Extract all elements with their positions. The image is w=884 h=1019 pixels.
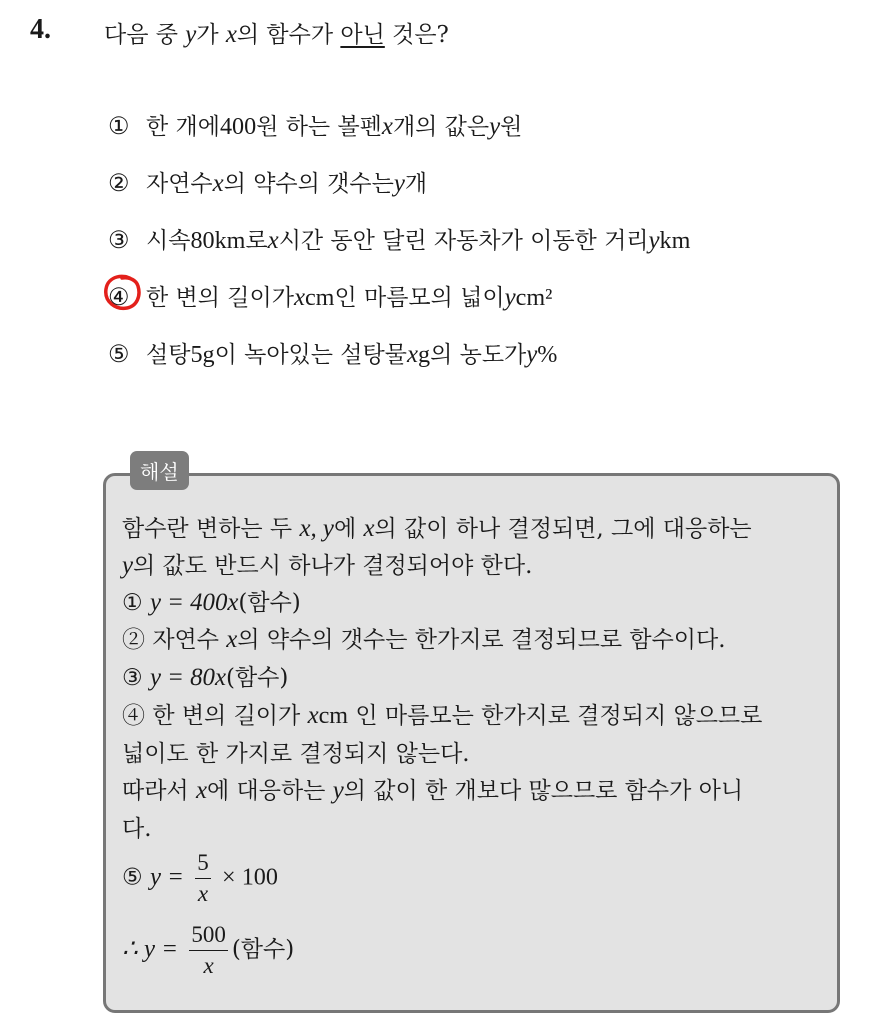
choice-number: ② bbox=[108, 169, 130, 197]
explanation-line-2: y의 값도 반드시 하나가 결정되어야 한다. bbox=[122, 552, 533, 579]
explanation-line-9: 다. bbox=[122, 816, 152, 842]
choice-2[interactable]: ② 자연수 x 의 약수의 갯수는 y 개 bbox=[108, 169, 428, 197]
explanation-line-4: ② 자연수 x의 약수의 갯수는 한가지로 결정되므로 함수이다. bbox=[122, 626, 726, 653]
choice-5[interactable]: ⑤ 설탕 5 g 이 녹아있는 설탕물 x g 의 농도가 y % bbox=[108, 340, 558, 368]
fraction-500-over-x: $\frac{500}{x}$ bbox=[191, 922, 226, 978]
fraction-5-over-x: $\frac{5}{x}$ bbox=[197, 850, 209, 906]
choice-number: ③ bbox=[108, 226, 130, 254]
explanation-line-7: 넓이도 한 가지로 결정되지 않는다. bbox=[122, 741, 470, 767]
explanation-line-8: 따라서 x에 대응하는 y의 값이 한 개보다 많으므로 함수가 아니 bbox=[122, 777, 744, 804]
explanation-line-10: ⑤ y = $\frac{5}{x}$ × 100 bbox=[122, 850, 278, 906]
choice-1[interactable]: ① 한 개에 400 원 하는 볼펜 x 개의 값은 y 원 bbox=[108, 112, 523, 140]
explanation-line-11: ∴ y = $\frac{500}{x}$ (함수) bbox=[122, 922, 295, 978]
explanation-line-1: 함수란 변하는 두 x, y에 x의 값이 하나 결정되면, 그에 대응하는 bbox=[122, 515, 752, 542]
question-text: 다음 중 y가 x의 함수가 아닌 것은? bbox=[104, 21, 449, 48]
choice-3[interactable]: ③ 시속 80 km 로 x 시간 동안 달린 자동차가 이동한 거리 y km bbox=[108, 226, 691, 254]
choice-number: ① bbox=[108, 112, 130, 140]
choice-number: ④ bbox=[108, 283, 130, 311]
explanation-line-5: ③ y = 80x(함수) bbox=[122, 664, 289, 691]
explanation-line-6: ④ 한 변의 길이가 xcm 인 마름모는 한가지로 결정되지 않으므로 bbox=[122, 702, 763, 729]
underlined-keyword: 아닌 bbox=[340, 22, 385, 48]
explanation-line-3: ① y = 400x(함수) bbox=[122, 589, 301, 616]
question-number: 4. bbox=[30, 14, 51, 45]
choice-number: ⑤ bbox=[108, 340, 130, 368]
choice-4[interactable]: ④ 한 변의 길이가 x cm 인 마름모의 넓이 y cm² bbox=[108, 283, 553, 311]
explanation-label: 해설 bbox=[130, 451, 189, 490]
